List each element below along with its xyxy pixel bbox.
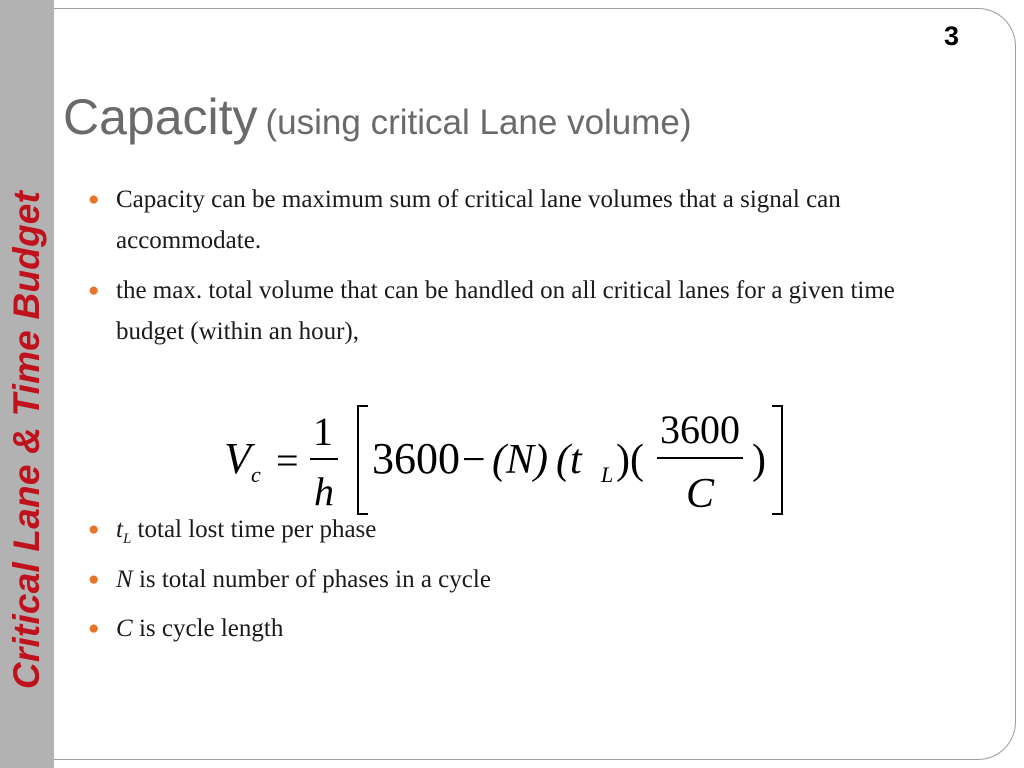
- capacity-formula: [222, 398, 802, 520]
- formula-n-term: (N): [492, 437, 548, 483]
- bullet-item-1: [86, 179, 966, 261]
- bullet-item-5: [86, 608, 966, 649]
- slide-number: 3: [943, 21, 959, 51]
- slide-title: [63, 88, 692, 146]
- side-bar: [0, 0, 54, 768]
- bullet-variable: C: [116, 615, 133, 642]
- bullet-dot-icon: ●: [88, 189, 100, 210]
- bullet-text: Capacity can be maximum sum of critical lane volumes that a signal can accommodate.: [116, 186, 841, 254]
- formula-v-subscript: c: [251, 462, 261, 487]
- bullet-text: total lost time per phase: [131, 516, 377, 543]
- formula-t-close: )(: [616, 437, 644, 483]
- bullet-dot-icon: ●: [88, 280, 100, 301]
- side-title: Critical Lane & Time Budget: [6, 190, 47, 690]
- title-subtitle: (using critical Lane volume): [265, 103, 692, 142]
- bullet-dot-icon: ●: [88, 618, 100, 639]
- bullet-text: the max. total volume that can be handled on all critical lanes for a given time budget (within an hour),: [116, 277, 895, 345]
- bullet-variable: t: [116, 516, 123, 543]
- title-main: Capacity: [63, 89, 258, 145]
- bullet-dot-icon: ●: [88, 569, 100, 590]
- bullet-item-3: [86, 509, 966, 560]
- formula-left-bracket: [358, 406, 368, 514]
- formula-fraction-numerator: 1: [313, 409, 333, 454]
- formula-inner-numerator: 3600: [660, 407, 740, 452]
- formula-inner-denominator: C: [685, 471, 715, 517]
- formula-equals: =: [276, 438, 299, 483]
- bullet-dot-icon: ●: [88, 519, 100, 540]
- bullet-item-2: [86, 270, 966, 352]
- formula-right-bracket: [772, 406, 782, 514]
- formula-v: V: [224, 434, 251, 483]
- bullet-variable-subscript: L: [122, 531, 132, 547]
- bullet-variable: N: [116, 566, 133, 593]
- bullet-text: is total number of phases in a cycle: [132, 566, 491, 593]
- bullet-item-4: [86, 559, 966, 600]
- formula-minus: −: [462, 437, 486, 483]
- bullet-text: is cycle length: [132, 615, 284, 642]
- formula-t-subscript: L: [601, 462, 614, 487]
- formula-inner-close: ): [752, 437, 766, 483]
- formula-t-open: (t: [556, 437, 582, 483]
- formula-fraction-denominator: h: [314, 469, 334, 514]
- formula-constant: 3600: [372, 434, 460, 483]
